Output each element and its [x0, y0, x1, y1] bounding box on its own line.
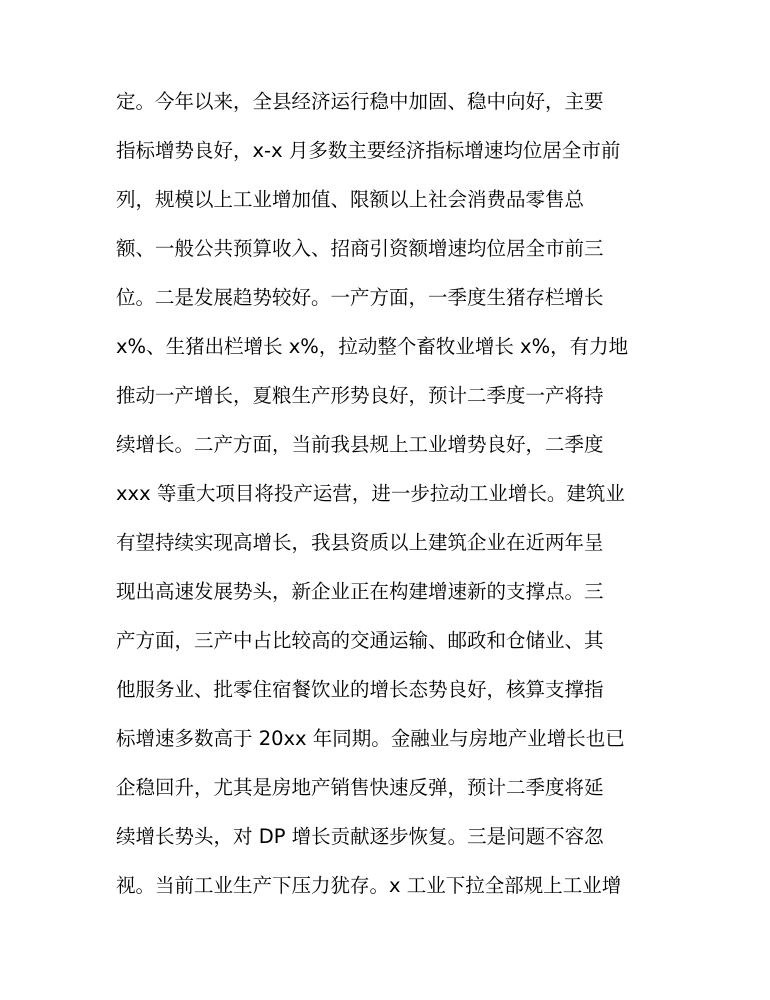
text-line: 续增长。二产方面，当前我县规上工业增势良好，二季度: [116, 433, 604, 456]
text-line: 现出高速发展势头，新企业正在构建增速新的支撑点。三: [116, 580, 604, 603]
text-line: 位。二是发展趋势较好。一产方面，一季度生猪存栏增长: [116, 286, 604, 309]
text-line: 视。当前工业生产下压力犹存。x 工业下拉全部规上工业增: [116, 874, 622, 897]
text-line: 额、一般公共预算收入、招商引资额增速均位居全市前三: [116, 237, 604, 260]
text-line: x%、生猪出栏增长 x%，拉动整个畜牧业增长 x%，有力地: [116, 335, 629, 358]
text-line: xxx 等重大项目将投产运营，进一步拉动工业增长。建筑业: [116, 482, 625, 505]
body-paragraph: [116, 82, 676, 915]
text-line: 指标增势良好，x-x 月多数主要经济指标增速均位居全市前: [116, 139, 621, 162]
text-line: 企稳回升，尤其是房地产销售快速反弹，预计二季度将延: [116, 776, 604, 799]
text-line: 推动一产增长，夏粮生产形势良好，预计二季度一产将持: [116, 384, 604, 407]
text-line: 标增速多数高于 20xx 年同期。金融业与房地产业增长也已: [116, 727, 625, 750]
text-line: 有望持续实现高增长，我县资质以上建筑企业在近两年呈: [116, 531, 604, 554]
text-line: 列，规模以上工业增加值、限额以上社会消费品零售总: [116, 188, 585, 211]
text-line: 定。今年以来，全县经济运行稳中加固、稳中向好，主要: [116, 90, 604, 113]
text-line: 续增长势头，对 DP 增长贡献逐步恢复。三是问题不容忽: [116, 825, 604, 848]
text-line: 产方面，三产中占比较高的交通运输、邮政和仓储业、其: [116, 629, 604, 652]
text-line: 他服务业、批零住宿餐饮业的增长态势良好，核算支撑指: [116, 678, 604, 701]
